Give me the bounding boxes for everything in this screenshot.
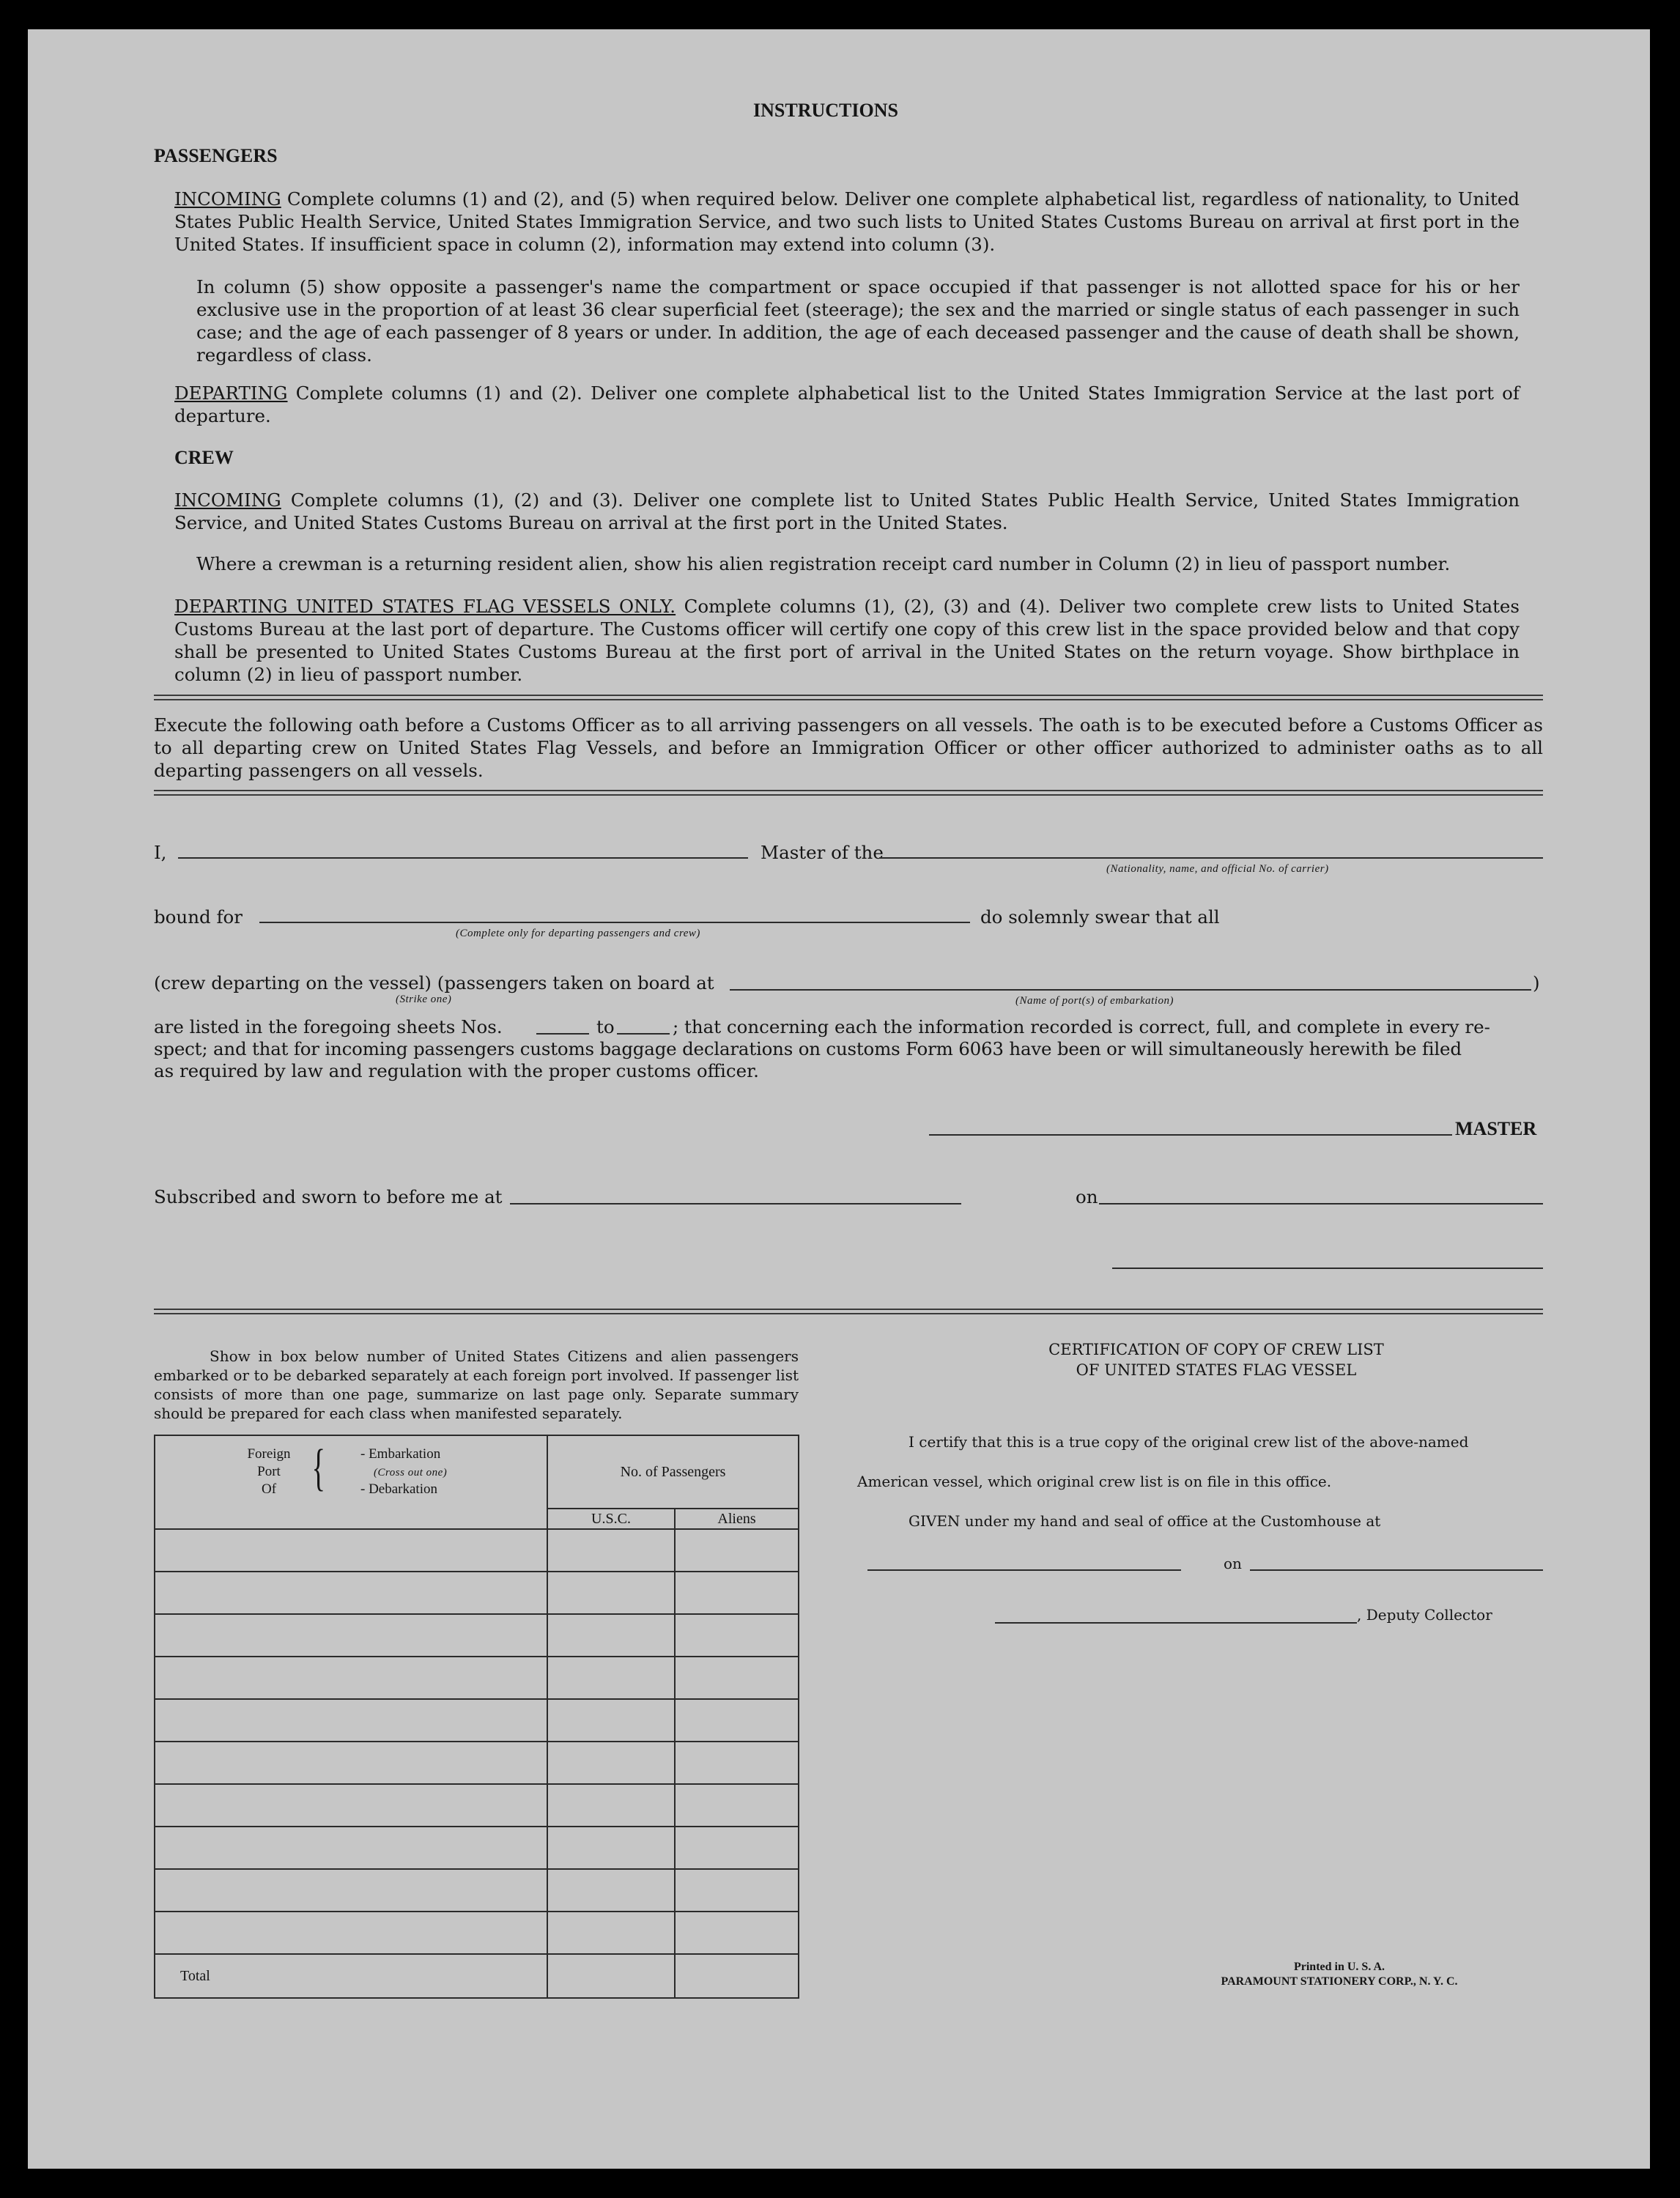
certify-line-2: American vessel, which original crew list is on file in this office. <box>857 1473 1332 1490</box>
foreign-label: Foreign <box>247 1446 291 1462</box>
aliens-cell[interactable] <box>675 1742 799 1784</box>
usc-cell[interactable] <box>547 1912 675 1954</box>
customhouse-field[interactable] <box>867 1569 1181 1571</box>
certification-on-label: on <box>1224 1555 1242 1572</box>
summary-instruction: Show in box below number of United States Citizens and alien passengers embarked or to be debarked separately at each foreign port involved. If passenger list consists of more than one page, summarize on last page only. Separate summary should be prepared for each class when manifested separately. <box>154 1347 799 1422</box>
crew-incoming-text: Complete columns (1), (2) and (3). Deliver one complete list to United States Public Health Service, United States Immigration Service, and United States Customs Bureau on arrival at the first port in the United States. <box>174 489 1520 533</box>
aliens-cell[interactable] <box>675 1827 799 1869</box>
oath-i-label: I, <box>154 842 167 863</box>
usc-cell[interactable] <box>547 1869 675 1912</box>
oath-on-label: on <box>1076 1186 1098 1207</box>
oath-swear-label: do solemnly swear that all <box>980 906 1220 928</box>
instructions-title: INSTRUCTIONS <box>753 100 898 121</box>
port-cell[interactable] <box>155 1657 547 1699</box>
certification-date-field[interactable] <box>1250 1569 1543 1571</box>
port-cell[interactable] <box>155 1572 547 1614</box>
certification-heading-2: OF UNITED STATES FLAG VESSEL <box>1076 1361 1357 1379</box>
port-header-cell <box>155 1435 547 1529</box>
passengers-departing-paragraph <box>174 382 1520 427</box>
divider-2 <box>154 790 1543 796</box>
oath-crew-departing-label: (crew departing on the vessel) (passengers taken on board at <box>154 972 714 993</box>
crew-departing-label: DEPARTING UNITED STATES FLAG VESSELS ONLY. <box>174 596 676 617</box>
printer-name: PARAMOUNT STATIONERY CORP., N. Y. C. <box>1221 1975 1458 1988</box>
oath-master-label: MASTER <box>1455 1118 1537 1139</box>
crew-departing-text: Complete columns (1), (2), (3) and (4). Deliver two complete crew lists to United States Customs Bureau at the last port of departure. The Customs officer will certify one copy of this crew list in the space provided below and that copy shall be presented to United States Customs Bureau at the first port of arrival in the United States on the return voyage. Show birthplace in column (2) in lieu of passport number. <box>174 596 1520 685</box>
form-sheet <box>28 29 1650 2169</box>
aliens-header: Aliens <box>675 1509 799 1529</box>
crew-incoming-label: INCOMING <box>174 489 281 511</box>
table-row <box>155 1742 799 1784</box>
aliens-cell[interactable] <box>675 1869 799 1912</box>
embarkation-label: - Embarkation <box>360 1446 441 1462</box>
deputy-collector-signature-field[interactable] <box>995 1622 1357 1624</box>
port-cell[interactable] <box>155 1784 547 1827</box>
oath-bound-for-label: bound for <box>154 906 243 928</box>
deputy-collector-label: , Deputy Collector <box>1357 1606 1492 1624</box>
port-label: Port <box>257 1464 281 1479</box>
printed-in-usa: Printed in U. S. A. <box>1293 1961 1385 1973</box>
brace-icon: { <box>311 1440 326 1496</box>
port-cell[interactable] <box>155 1869 547 1912</box>
oath-sheets-label: are listed in the foregoing sheets Nos. <box>154 1016 503 1037</box>
oath-subscribed-label: Subscribed and sworn to before me at <box>154 1186 503 1207</box>
crew-departing-paragraph <box>174 595 1520 686</box>
officer-signature-field[interactable] <box>1112 1268 1543 1269</box>
oath-close-paren: ) <box>1533 972 1540 993</box>
master-signature-field[interactable] <box>929 1134 1452 1136</box>
port-cell[interactable] <box>155 1614 547 1657</box>
usc-cell[interactable] <box>547 1657 675 1699</box>
usc-cell[interactable] <box>547 1742 675 1784</box>
aliens-cell[interactable] <box>675 1912 799 1954</box>
sheet-to-field[interactable] <box>617 1033 670 1035</box>
oath-statement-rest: ; that concerning each the information recorded is correct, full, and complete in every re- <box>673 1016 1490 1037</box>
debarkation-label: - Debarkation <box>360 1481 437 1497</box>
oath-statement-line3: as required by law and regulation with the proper customs officer. <box>154 1060 759 1081</box>
aliens-total-cell[interactable] <box>675 1954 799 1998</box>
of-label: Of <box>261 1481 277 1497</box>
passengers-column5-paragraph: In column (5) show opposite a passenger's name the compartment or space occupied if that passenger is not allotted space for his or her exclusive use in the proportion of at least 36 clear superficial feet (steerage); the sex and the married or single status of each passenger in such case; and the age of each passenger of 8 years or under. In addition, the age of each deceased passenger and the cause of death shall be shown, regardless of class. <box>196 276 1520 366</box>
aliens-cell[interactable] <box>675 1784 799 1827</box>
oath-statement-line2: spect; and that for incoming passengers customs baggage declarations on customs Form 6063 have been or will simultaneously herewith be filed <box>154 1038 1462 1059</box>
table-row <box>155 1699 799 1742</box>
divider-3 <box>154 1309 1543 1314</box>
usc-cell[interactable] <box>547 1784 675 1827</box>
aliens-cell[interactable] <box>675 1614 799 1657</box>
aliens-cell[interactable] <box>675 1657 799 1699</box>
crew-heading: CREW <box>174 447 234 468</box>
aliens-cell[interactable] <box>675 1572 799 1614</box>
passengers-incoming-text: Complete columns (1) and (2), and (5) when required below. Deliver one complete alphabetical list, regardless of nationality, to United States Public Health Service, United States Immigration Service, and two such lists to United States Customs Bureau on arrival at first port in the United States. If insufficient space in column (2), information may extend into column (3). <box>174 188 1520 255</box>
total-label: Total <box>155 1954 547 1998</box>
aliens-cell[interactable] <box>675 1529 799 1572</box>
aliens-cell[interactable] <box>675 1699 799 1742</box>
strike-one-caption: (Strike one) <box>396 993 452 1005</box>
oath-to-label: to <box>596 1016 615 1037</box>
table-row <box>155 1572 799 1614</box>
usc-cell[interactable] <box>547 1572 675 1614</box>
usc-header: U.S.C. <box>547 1509 675 1529</box>
crew-resident-paragraph: Where a crewman is a returning resident alien, show his alien registration receipt card number in Column (2) in lieu of passport number. <box>196 553 1451 574</box>
port-cell[interactable] <box>155 1742 547 1784</box>
passengers-departing-label: DEPARTING <box>174 382 288 404</box>
sworn-date-field[interactable] <box>1099 1203 1543 1205</box>
usc-cell[interactable] <box>547 1529 675 1572</box>
table-row <box>155 1784 799 1827</box>
oath-master-of-label: Master of the <box>761 842 884 863</box>
sworn-location-field[interactable] <box>510 1203 961 1205</box>
usc-cell[interactable] <box>547 1699 675 1742</box>
port-cell[interactable] <box>155 1912 547 1954</box>
table-row <box>155 1529 799 1572</box>
usc-cell[interactable] <box>547 1614 675 1657</box>
passengers-departing-text: Complete columns (1) and (2). Deliver one complete alphabetical list to the United States Immigration Service at the last port of departure. <box>174 382 1520 426</box>
master-name-field[interactable] <box>178 857 748 859</box>
table-row <box>155 1827 799 1869</box>
crew-incoming-paragraph <box>174 489 1520 534</box>
usc-total-cell[interactable] <box>547 1954 675 1998</box>
embarkation-caption: (Name of port(s) of embarkation) <box>1015 995 1174 1007</box>
total-row <box>155 1954 799 1998</box>
no-of-passengers-header: No. of Passengers <box>547 1435 799 1509</box>
passenger-summary-table <box>154 1435 799 1999</box>
table-row <box>155 1912 799 1954</box>
carrier-caption: (Nationality, name, and official No. of carrier) <box>1106 863 1329 875</box>
bound-for-field[interactable] <box>259 922 970 923</box>
sheet-from-field[interactable] <box>536 1033 589 1035</box>
carrier-field[interactable] <box>879 857 1543 859</box>
passengers-incoming-label: INCOMING <box>174 188 281 210</box>
given-text: GIVEN under my hand and seal of office at the Customhouse at <box>909 1512 1381 1530</box>
table-row <box>155 1869 799 1912</box>
table-row <box>155 1657 799 1699</box>
port-cell[interactable] <box>155 1529 547 1572</box>
certify-line-1: I certify that this is a true copy of the original crew list of the above-named <box>909 1433 1469 1451</box>
port-cell[interactable] <box>155 1827 547 1869</box>
departing-caption: (Complete only for departing passengers and crew) <box>456 928 700 939</box>
embarkation-port-field[interactable] <box>730 989 1531 991</box>
divider-1 <box>154 695 1543 700</box>
usc-cell[interactable] <box>547 1827 675 1869</box>
table-row <box>155 1614 799 1657</box>
passengers-incoming-paragraph <box>174 188 1520 256</box>
port-cell[interactable] <box>155 1699 547 1742</box>
passengers-heading: PASSENGERS <box>154 145 278 166</box>
certification-heading-1: CERTIFICATION OF COPY OF CREW LIST <box>1048 1341 1384 1358</box>
oath-intro: Execute the following oath before a Customs Officer as to all arriving passengers on all vessels. The oath is to be executed before a Customs Officer as to all departing crew on United States Flag Vessels, and before an Immigration Officer or other officer authorized to administer oaths as to all departing passengers on all vessels. <box>154 714 1543 781</box>
cross-out-caption: (Cross out one) <box>374 1467 448 1479</box>
